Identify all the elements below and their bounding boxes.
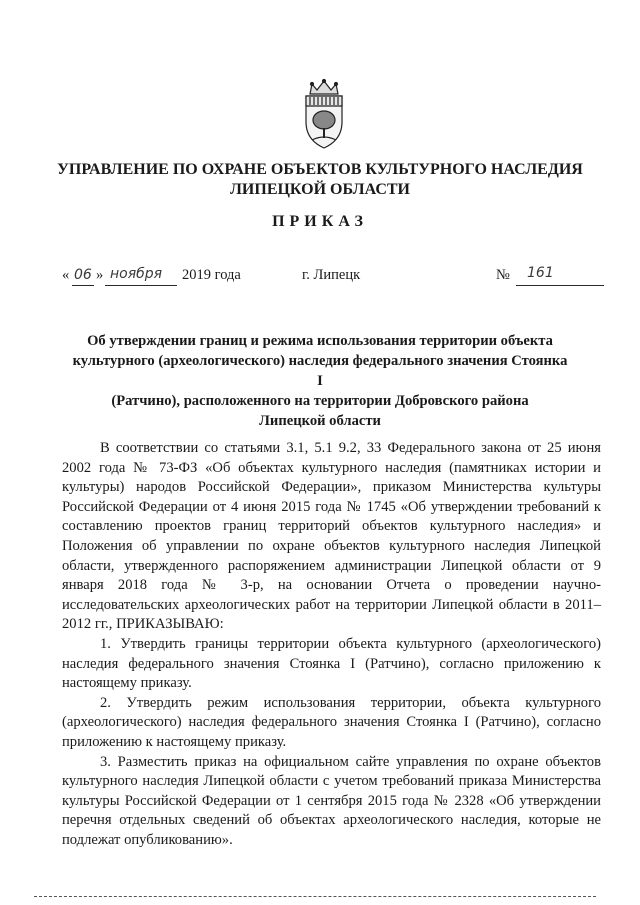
date-month-handwritten: ноября xyxy=(110,266,163,282)
city-name: г. Липецк xyxy=(302,267,361,283)
order-item-1: 1. Утвердить границы территории объекта культурного (археологического) наследия федерального значения Стоянка I (Ратчино), согласно приложению к настоящему приказу. xyxy=(62,635,601,692)
organization-name-line1: УПРАВЛЕНИЕ ПО ОХРАНЕ ОБЪЕКТОВ КУЛЬТУРНОГО НАСЛЕДИЯ xyxy=(57,161,583,178)
order-item-3: 3. Разместить приказ на официальном сайте управления по охране объектов культурного наследия Липецкой области с учетом требований приказа Министерства культуры Российской Федерации от 1 сентября 2015 года № 2328 «Об утверждении перечня отдельных сведений об объектах археологического наследия, которые не подлежат опубликованию». xyxy=(62,753,601,848)
order-item-2: 2. Утвердить режим использования территории, объекта культурного (археологического) наследия федерального значения Стоянка I (Ратчино), согласно приложению к настоящему приказу. xyxy=(62,694,601,750)
organization-name xyxy=(40,160,600,200)
date-number-line xyxy=(0,265,640,289)
order-body xyxy=(62,439,601,850)
document-type-title: ПРИКАЗ xyxy=(272,213,368,230)
organization-name-line2: ЛИПЕЦКОЙ ОБЛАСТИ xyxy=(230,181,410,198)
date-quote-close: » xyxy=(96,267,104,283)
order-number-handwritten: 161 xyxy=(527,265,554,281)
subject-line2: культурного (археологического) наследия федерального значения Стоянка I xyxy=(72,353,568,389)
date-year: 2019 года xyxy=(182,267,241,283)
subject-line3: (Ратчино), расположенного на территории Добровского района xyxy=(111,393,529,409)
date-quote-open: « xyxy=(62,267,70,283)
subject-line4: Липецкой области xyxy=(259,413,381,429)
preamble-paragraph: В соответствии со статьями 3.1, 5.1 9.2, 33 Федерального закона от 25 июня 2002 года № 73-ФЗ «Об объектах культурного наследия (памятниках истории и культуры) народов Российской Федерации», приказом Министерства культуры Российской Федерации от 4 июня 2015 года № 1745 «Об утверждении требований к составлению проектов границ территорий объектов культурного наследия» и Положения об управлении по охране объектов культурного наследия Липецкой области, утвержденного распоряжением администрации Липецкой области от 9 января 2018 года № 3-р, на основании Отчета о проведении научно-исследовательских археологических работ на территории Липецкой области в 2011–2012 гг., ПРИКАЗЫВАЮ: xyxy=(62,440,601,633)
date-month-underline xyxy=(105,285,177,286)
order-subject xyxy=(70,331,570,431)
order-number-underline xyxy=(516,285,604,286)
coat-of-arms-icon xyxy=(296,78,352,150)
subject-line1: Об утверждении границ и режима использования территории объекта xyxy=(87,333,553,349)
number-label: № xyxy=(496,267,510,283)
date-day-underline xyxy=(72,285,94,286)
date-day-handwritten: 06 xyxy=(74,267,92,283)
footer-divider xyxy=(34,896,596,897)
